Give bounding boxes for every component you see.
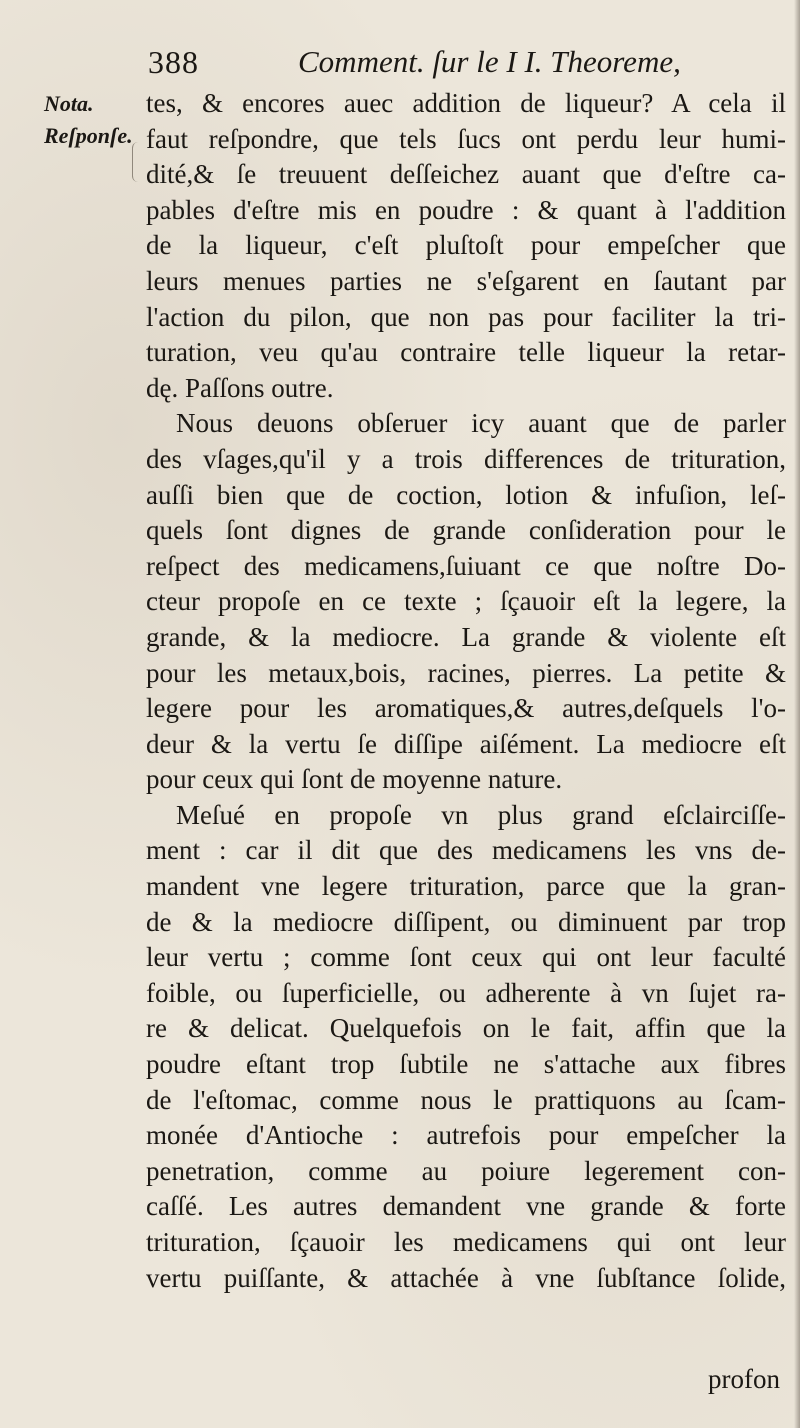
text-line: caſſé. Les autres demandent vne grande & forte (146, 1191, 786, 1222)
text-line: quels ſont dignes de grande conſideration pour le (146, 515, 786, 546)
page-number: 388 (148, 44, 199, 80)
text-line: de & la mediocre diſſipent, ou diminuent par trop (146, 906, 786, 937)
margin-note-response: Reſponſe. (44, 123, 133, 148)
paragraph-start-line: Nous deuons obſeruer icy auant que de parler (176, 408, 786, 439)
text-line: leurs menues parties ne s'eſgarent en ſautant par (146, 265, 786, 296)
text-line: turation, veu qu'au contraire telle liqueur la retar- (146, 337, 786, 368)
text-line: de l'eſtomac, comme nous le prattiquons au ſcam- (146, 1084, 786, 1115)
page-header (148, 44, 788, 88)
text-line: legere pour les aromatiques,& autres,deſquels l'o- (146, 693, 786, 724)
text-line: faut reſpondre, que tels ſucs ont perdu leur humi- (146, 123, 786, 154)
margin-notes (44, 88, 144, 152)
body-text (146, 86, 786, 1296)
text-line: poudre eſtant trop ſubtile ne s'attache aux fibres (146, 1049, 786, 1080)
text-line: leur vertu ; comme ſont ceux qui ont leur faculté (146, 942, 786, 973)
text-line: mandent vne legere trituration, parce que la gran- (146, 871, 786, 902)
text-line: auſſi bien que de coction, lotion & infuſion, leſ- (146, 479, 786, 510)
margin-note-nota: Nota. (44, 91, 94, 116)
text-line: dité,& ſe treuuent deſſeichez auant que d'eſtre ca- (146, 159, 786, 190)
text-line: grande, & la mediocre. La grande & violente eſt (146, 621, 786, 652)
text-line: l'action du pilon, que non pas pour faciliter la tri- (146, 301, 786, 332)
running-title: Comment. ſur le I I. Theoreme, (298, 44, 681, 79)
text-line: cteur propoſe en ce texte ; ſçauoir eſt la legere, la (146, 586, 786, 617)
margin-bracket-mark (132, 142, 139, 182)
text-line: ment : car il dit que des medicamens les vns de- (146, 835, 786, 866)
text-line: trituration, ſçauoir les medicamens qui ont leur (146, 1227, 786, 1257)
text-line: pour ceux qui ſont de moyenne nature. (146, 764, 563, 795)
text-line: penetration, comme au poiure legerement con- (146, 1155, 786, 1186)
text-line: pour les metaux,bois, racines, pierres. La petite & (146, 657, 786, 688)
text-line: vertu puiſſante, & attachée à vne ſubſtance ſolide, (146, 1262, 786, 1293)
paragraph-start-line: Meſué en propoſe vn plus grand eſclairciſſe- (176, 799, 786, 830)
text-line: re & delicat. Quelquefois on le fait, affin que la (146, 1013, 786, 1044)
catchword: profon (708, 1364, 780, 1394)
text-line: pables d'eſtre mis en poudre : & quant à l'addition (146, 194, 786, 225)
text-line: des vſages,qu'il y a trois differences de trituration, (146, 443, 786, 474)
text-line: foible, ou ſuperficielle, ou adherente à vn ſujet ra- (146, 977, 786, 1008)
text-line: dę. Paſſons outre. (146, 372, 334, 403)
text-line: de la liqueur, c'eſt pluſtoſt pour empeſcher que (146, 230, 786, 261)
text-line: reſpect des medicamens,ſuiuant ce que noſtre Do- (146, 550, 786, 581)
text-line: deur & la vertu ſe diſſipe aiſément. La mediocre eſt (146, 728, 786, 759)
text-line: monée d'Antioche : autrefois pour empeſcher la (146, 1120, 786, 1151)
text-line: tes, & encores auec addition de liqueur? A cela il (146, 88, 786, 118)
